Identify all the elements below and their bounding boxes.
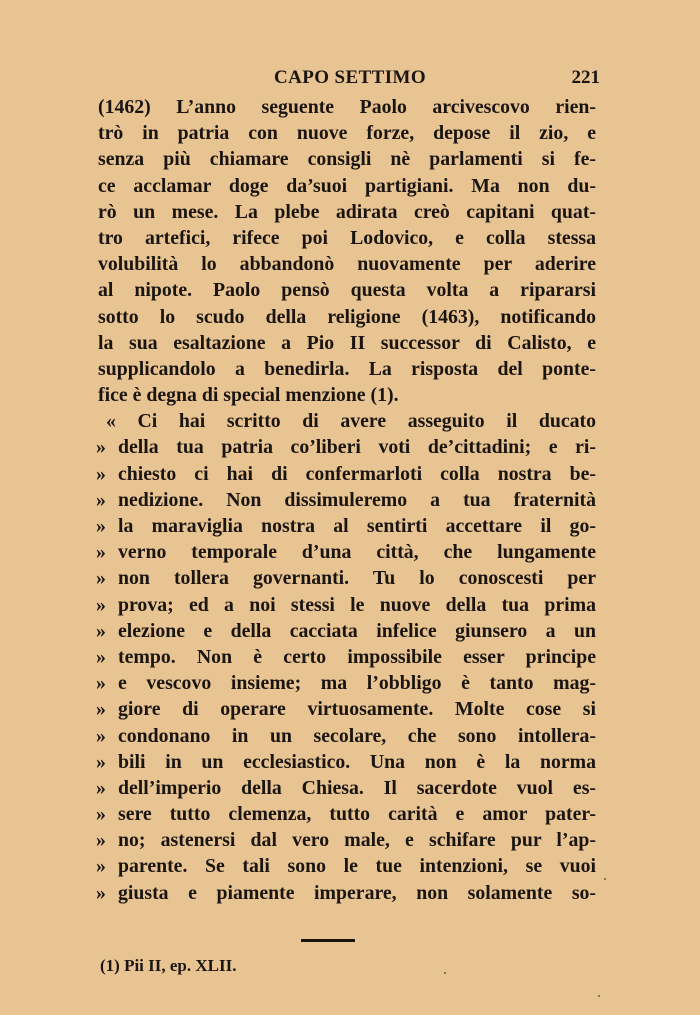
quoted-line [98,696,596,722]
text-line: fice è degna di special menzione (1). [98,384,399,407]
quoted-line [98,592,596,618]
quoted-line [98,827,596,853]
quote-mark: » [96,567,106,590]
quote-mark: » [96,829,106,852]
quote-mark: » [96,698,106,721]
quoted-line [98,775,596,801]
quote-mark: » [96,881,106,904]
text-line-quote-start: « Ci hai scritto di avere asseguito il ducato [106,410,596,433]
quoted-text: non tollera governanti. Tu lo conoscesti per [118,567,596,590]
page-number: 221 [571,67,600,88]
text-line: volubilità lo abbandonò nuovamente per aderire [98,253,596,276]
paper-speck [604,878,606,880]
quoted-line [98,618,596,644]
quoted-line [98,461,596,487]
quoted-line [98,539,596,565]
quote-mark: » [96,776,106,799]
quote-mark: » [96,672,106,695]
text-line: al nipote. Paolo pensò questa volta a ripararsi [98,279,596,302]
quoted-text: tempo. Non è certo impossibile esser principe [118,645,596,668]
quoted-text: no; astenersi dal vero male, e schifare pur l’ap- [118,829,596,852]
quoted-line [98,487,596,513]
quoted-line [98,723,596,749]
text-line: supplicandolo a benedirla. La risposta del ponte- [98,357,596,380]
footnote: (1) Pii II, ep. XLII. [100,956,237,975]
quoted-text: prova; ed a noi stessi le nuove della tua prima [118,593,596,616]
quote-mark: » [96,645,106,668]
running-title: CAPO SETTIMO [273,67,427,88]
quoted-text: parente. Se tali sono le tue intenzioni, se vuoi [118,855,596,878]
quoted-line [98,749,596,775]
quoted-line [98,801,596,827]
quoted-text: dell’imperio della Chiesa. Il sacerdote vuol es- [118,776,596,799]
quoted-text: e vescovo insieme; ma l’obbligo è tanto mag- [118,672,596,695]
body-text [98,94,596,906]
quoted-text: sere tutto clemenza, tutto carità e amor pater- [118,803,596,826]
quote-mark: » [96,855,106,878]
quoted-text: chiesto ci hai di confermarloti colla nostra be- [118,462,596,485]
quoted-line [98,670,596,696]
quote-mark: » [96,750,106,773]
quoted-line [98,565,596,591]
text-line: sotto lo scudo della religione (1463), notificando [98,305,596,328]
quote-mark: » [96,436,106,459]
footnote-separator [301,939,355,942]
quoted-text: elezione e della cacciata infelice giunsero a un [118,619,596,642]
quote-mark: » [96,593,106,616]
quoted-text: giore di operare virtuosamente. Molte cose si [118,698,596,721]
text-line: tro artefici, rifece poi Lodovico, e colla stessa [98,226,596,249]
quote-mark: » [96,462,106,485]
quoted-line [98,853,596,879]
quote-mark: » [96,619,106,642]
text-line: trò in patria con nuove forze, depose il zio, e [98,122,596,145]
text-line: ce acclamar doge da’suoi partigiani. Ma non du- [98,174,596,197]
quoted-text: bili in un ecclesiastico. Una non è la norma [118,750,596,773]
quoted-line [98,513,596,539]
paper-speck [444,972,446,974]
quoted-text: verno temporale d’una città, che lungamente [118,541,596,564]
text-line: la sua esaltazione a Pio II successor di Calisto, e [98,331,596,354]
quoted-line [98,880,596,906]
quoted-text: nedizione. Non dissimuleremo a tua fraternità [118,488,596,511]
quoted-line [98,434,596,460]
quoted-line [98,644,596,670]
quote-mark: » [96,541,106,564]
quote-mark: » [96,488,106,511]
quote-mark: » [96,803,106,826]
page-header [100,67,600,93]
quoted-text: della tua patria co’liberi voti de’cittadini; e ri- [118,436,596,459]
quote-mark: » [96,724,106,747]
quote-mark: » [96,515,106,537]
text-line: rò un mese. La plebe adirata creò capitani quat- [98,200,596,223]
quoted-text: condonano in un secolare, che sono intollera- [118,724,596,747]
quoted-text: giusta e piamente imperare, non solamente so- [118,881,596,904]
text-line: senza più chiamare consigli nè parlamenti si fe- [98,148,596,171]
quoted-text: la maraviglia nostra al sentirti accettare il go- [118,515,596,537]
text-line: (1462) L’anno seguente Paolo arcivescovo rien- [98,96,596,118]
paper-speck [598,995,600,997]
